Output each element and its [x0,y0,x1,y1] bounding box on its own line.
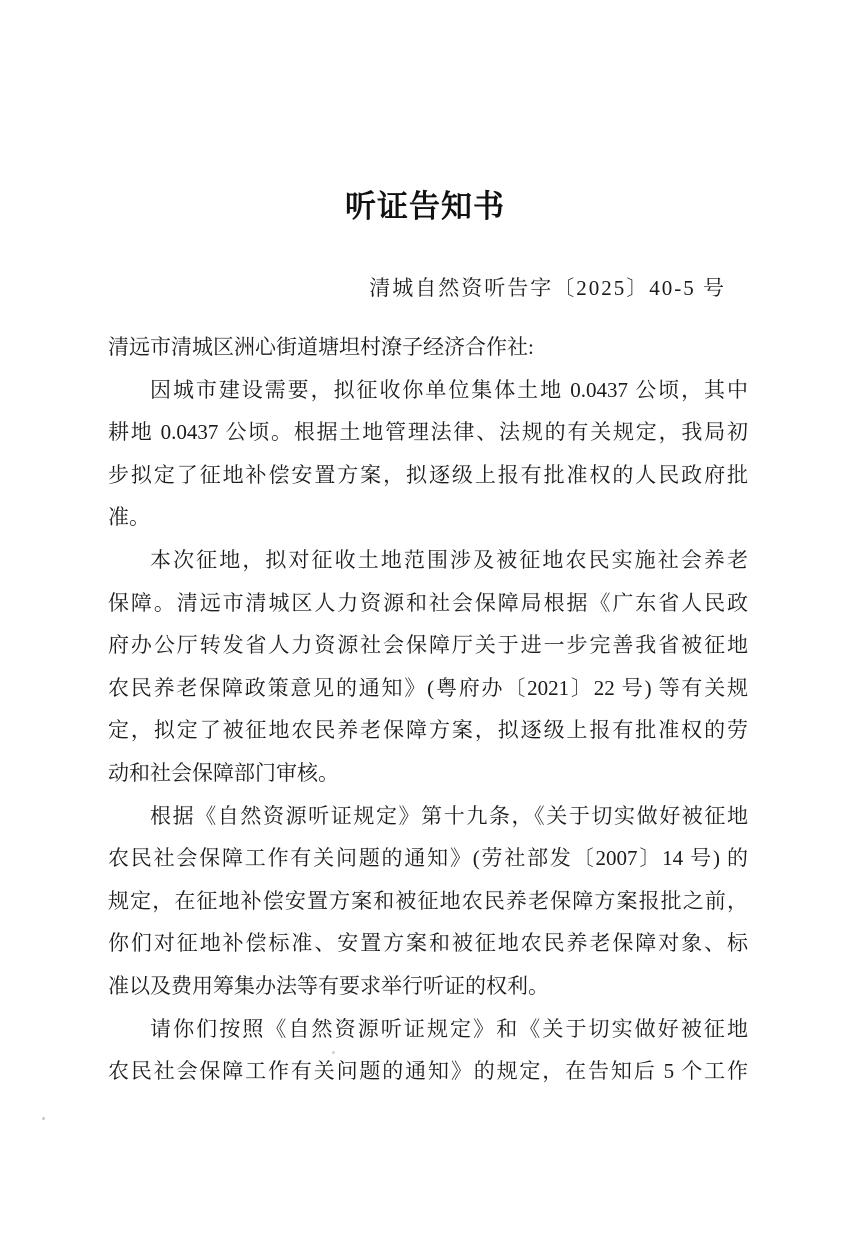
body-line-p1-l1: 因城市建设需要，拟征收你单位集体土地 0.0437 公顷，其中 [150,377,748,402]
document-number: 清城自然资听告字〔2025〕40-5 号 [369,276,726,300]
addressee-line: 清远市清城区洲心街道塘坦村潦子经济合作社: [108,335,534,359]
body-line-p2-l2: 保障。清远市清城区人力资源和社会保障局根据《广东省人民政 [108,590,748,615]
document-title: 听证告知书 [345,189,505,224]
body-line-p1-l4: 准。 [108,505,150,530]
body-line-p3-l5: 准以及费用筹集办法等有要求举行听证的权利。 [108,973,549,998]
body-line-p2-l5: 定，拟定了被征地农民养老保障方案，拟逐级上报有批准权的劳 [108,718,748,743]
scan-artifact-speck [42,1117,45,1120]
body-line-p4-l2: 农民社会保障工作有关问题的通知》的规定，在告知后 5 个工作 [108,1059,748,1084]
body-line-p3-l2: 农民社会保障工作有关问题的通知》(劳社部发〔2007〕14 号) 的 [108,846,748,871]
body-line-p2-l4: 农民养老保障政策意见的通知》(粤府办〔2021〕22 号) 等有关规 [108,675,748,700]
body-line-p1-l2: 耕地 0.0437 公顷。根据土地管理法律、法规的有关规定，我局初 [108,420,748,445]
scan-artifact-speck [332,1051,335,1054]
body-line-p3-l1: 根据《自然资源听证规定》第十九条，《关于切实做好被征地 [150,803,748,828]
body-line-p2-l3: 府办公厅转发省人力资源社会保障厅关于进一步完善我省被征地 [108,633,748,658]
body-line-p3-l4: 你们对征地补偿标准、安置方案和被征地农民养老保障对象、标 [108,931,748,956]
body-line-p4-l1: 请你们按照《自然资源听证规定》和《关于切实做好被征地 [150,1016,748,1041]
document-body [108,326,748,1093]
body-line-p2-l6: 动和社会保障部门审核。 [108,760,339,785]
body-line-p2-l1: 本次征地，拟对征收土地范围涉及被征地农民实施社会养老 [150,547,748,572]
document-paragraphs [108,369,748,1093]
body-line-p3-l3: 规定，在征地补偿安置方案和被征地农民养老保障方案报批之前， [108,888,748,913]
body-line-p1-l3: 步拟定了征地补偿安置方案，拟逐级上报有批准权的人民政府批 [108,462,748,487]
